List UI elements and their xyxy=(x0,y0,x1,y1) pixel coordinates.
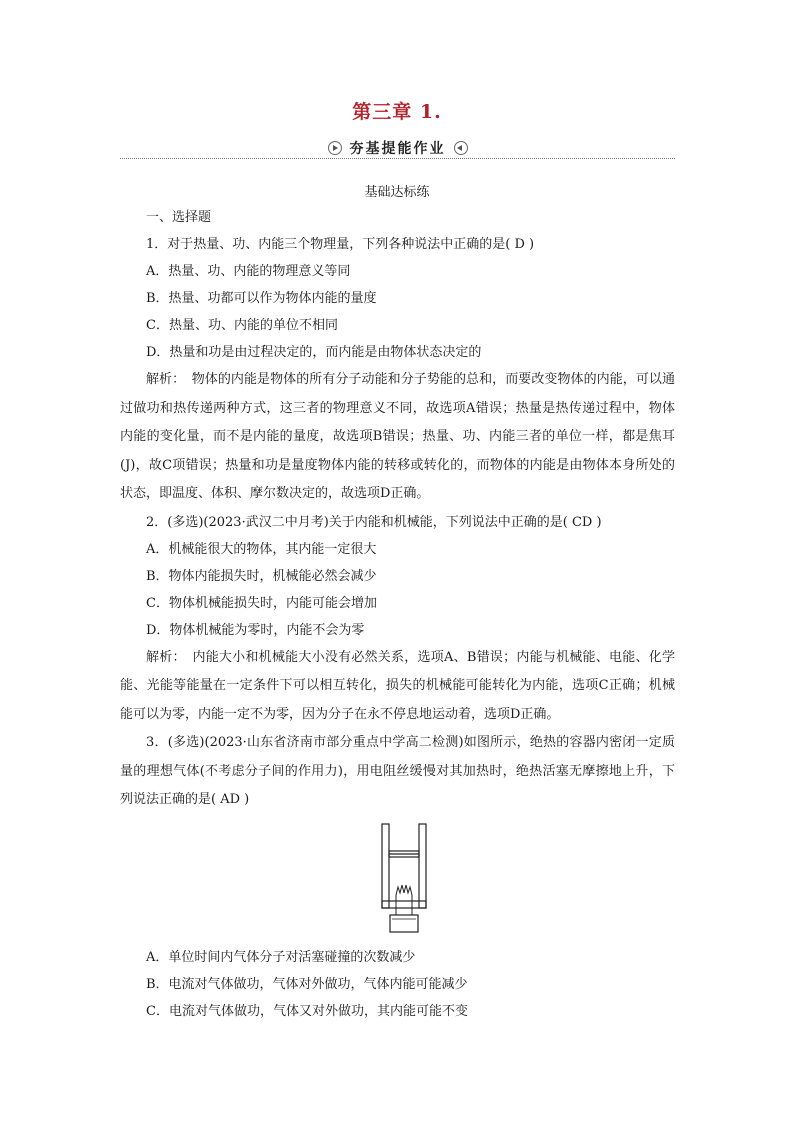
question-3-option-b: B．电流对气体做功，气体对外做功，气体内能可能减少 xyxy=(146,976,468,992)
piston xyxy=(389,851,419,857)
question-1-option-b: B．热量、功都可以作为物体内能的量度 xyxy=(146,291,377,306)
question-1-option-c: C．热量、功、内能的单位不相同 xyxy=(146,318,338,333)
banner-row xyxy=(120,138,675,160)
container-diagram xyxy=(378,823,430,935)
part-heading: 一、选择题 xyxy=(146,210,212,225)
question-2-analysis: 解析： 内能大小和机械能大小没有必然关系，选项A、B错误；内能与机械能、电能、化学能、光能等能量在一定条件下可以相互转化，损失的机械能可能转化为内能，选项C正确；机械能可以为零，内能一定不为零，因为分子在永不停息地运动着，选项D正确。 xyxy=(120,649,675,722)
figure-container xyxy=(120,823,675,938)
arrow-left-icon xyxy=(454,141,468,155)
dotted-divider xyxy=(120,158,675,159)
container-walls xyxy=(382,824,426,908)
resistor-wire xyxy=(396,885,412,895)
question-2-stem: 2．(多选)(2023·武汉二中月考)关于内能和机械能，下列说法中正确的是( CD ) xyxy=(146,514,602,530)
question-3-option-a: A．单位时间内气体分子对活塞碰撞的次数减少 xyxy=(146,949,416,965)
question-1-option-a: A．热量、功、内能的物理意义等同 xyxy=(146,264,351,279)
question-2-option-c: C．物体机械能损失时，内能可能会增加 xyxy=(146,595,377,611)
question-2-option-d: D．物体机械能为零时，内能不会为零 xyxy=(146,622,365,638)
banner xyxy=(324,138,472,158)
question-3-stem: 3．(多选)(2023·山东省济南市部分重点中学高二检测)如图所示，绝热的容器内密闭一定质量的理想气体(不考虑分子间的作用力)，用电阻丝缓慢对其加热时，绝热活塞无摩擦地上升，下列说法正确的是( AD ) xyxy=(120,735,675,807)
chapter-title: 第三章 1. xyxy=(352,101,442,123)
question-1-stem: 1．对于热量、功、内能三个物理量，下列各种说法中正确的是( D ) xyxy=(146,237,535,252)
banner-text: 夯基提能作业 xyxy=(349,141,446,157)
question-1-analysis: 解析： 物体的内能是物体的所有分子动能和分子势能的总和，而要改变物体的内能，可以通过做功和热传递两种方式，这三者的物理意义不同，故选项A错误；热量是热传递过程中，物体内能的变化量，而不是内能的量度，故选项B错误；热量、功、内能三者的单位一样，都是焦耳(J)，故C项错误；热量和功是量度物体内能的转移或转化的，而物体的内能是由物体本身所处的状态，即温度、体积、摩尔数决定的，故选项D正确。 xyxy=(120,372,675,501)
question-3-option-c: C．电流对气体做功，气体又对外做功，其内能可能不变 xyxy=(146,1003,468,1019)
content xyxy=(120,204,675,1025)
section-title: 基础达标练 xyxy=(364,185,430,200)
question-2-option-a: A．机械能很大的物体，其内能一定很大 xyxy=(146,541,377,557)
arrow-right-icon xyxy=(328,141,342,155)
question-1-option-d: D．热量和功是由过程决定的，而内能是由物体状态决定的 xyxy=(146,345,482,360)
power-box xyxy=(390,915,418,932)
question-2-option-b: B．物体内能损失时，机械能必然会减少 xyxy=(146,568,377,584)
